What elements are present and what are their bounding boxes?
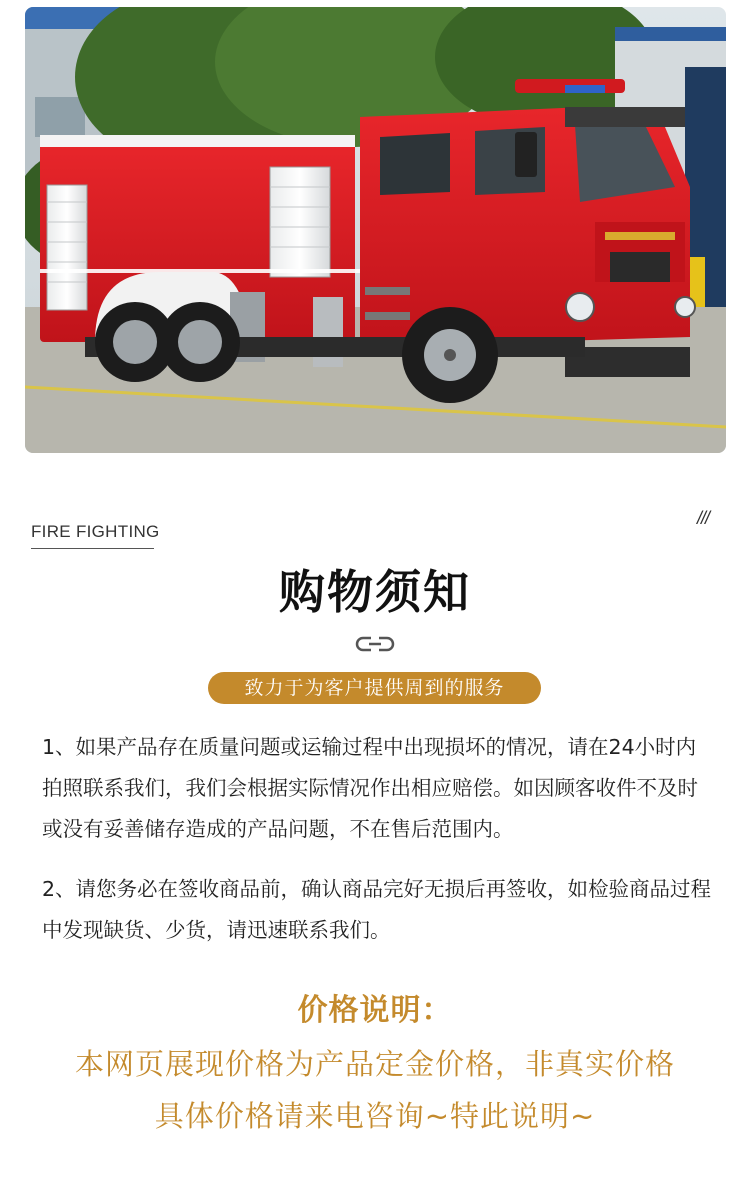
page-title: 购物须知 xyxy=(279,565,471,619)
price-note-line-2: 具体价格请来电咨询~特此说明~ xyxy=(154,1099,596,1133)
subtitle-badge: 致力于为客户提供周到的服务 xyxy=(208,672,541,704)
hero-image xyxy=(25,7,726,453)
price-section-title: 价格说明： xyxy=(297,993,453,1028)
section-tag-english: FIRE FIGHTING xyxy=(31,522,160,541)
price-note-line-1: 本网页展现价格为产品定金价格，非真实价格 xyxy=(74,1047,675,1081)
decorative-slashes: /// xyxy=(697,508,710,528)
link-icon xyxy=(355,634,395,658)
notice-item-2: 2、请您务必在签收商品前，确认商品完好无损后再签收，如检验商品过程中发现缺货、少货，请迅速联系我们。 xyxy=(42,877,712,942)
fire-truck-illustration xyxy=(25,7,726,453)
tag-underline xyxy=(31,548,154,549)
notice-item-1: 1、如果产品存在质量问题或运输过程中出现损坏的情况，请在24小时内拍照联系我们，我们会根据实际情况作出相应赔偿。如因顾客收件不及时或没有妥善储存造成的产品问题，不在售后范围内。 xyxy=(42,735,698,841)
